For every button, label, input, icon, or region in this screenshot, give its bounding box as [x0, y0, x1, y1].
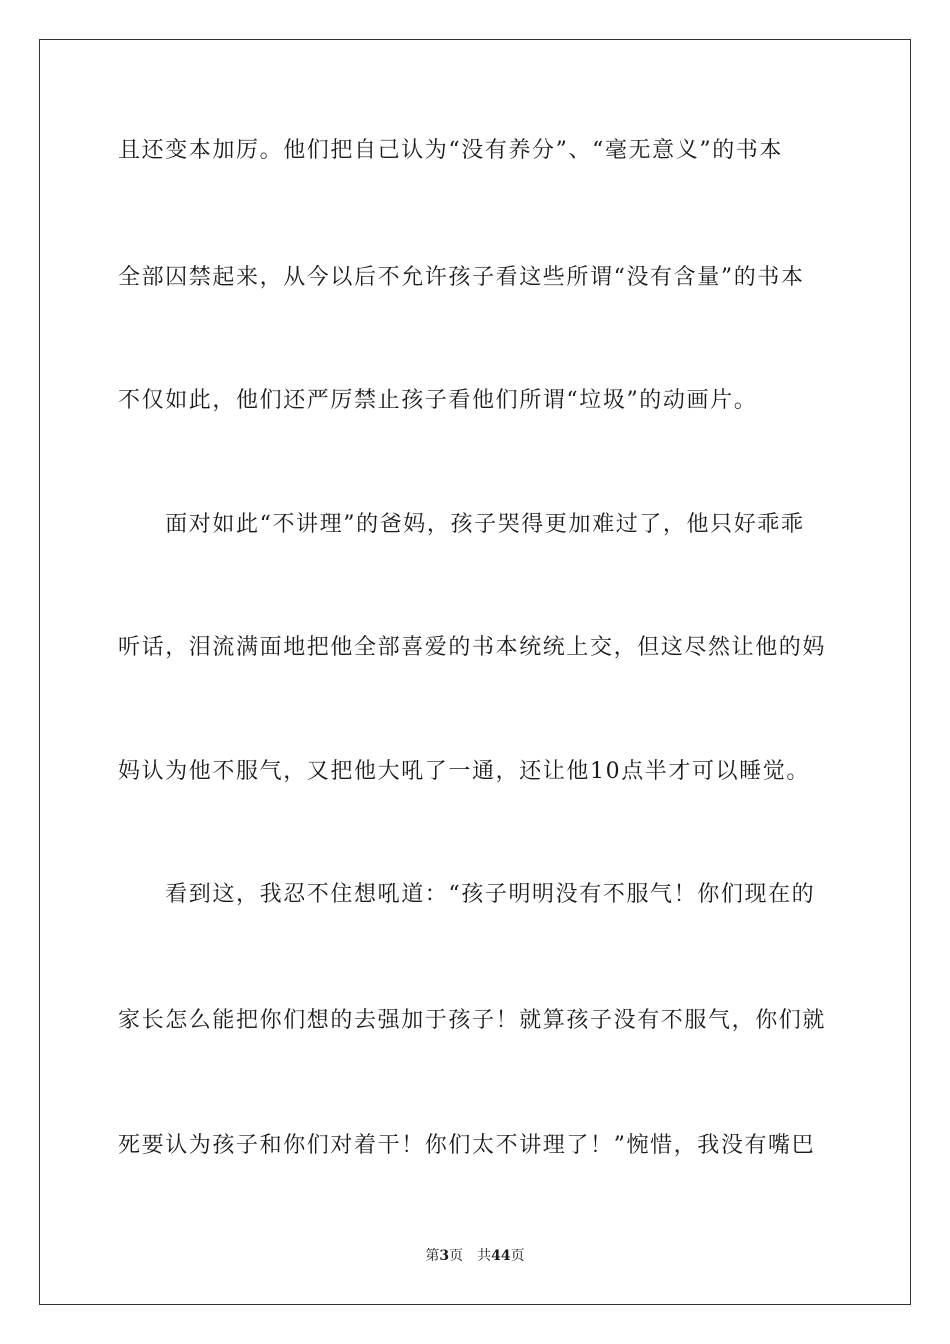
page-footer: [0, 1246, 950, 1266]
body-line-3: 不仅如此，他们还严厉禁止孩子看他们所谓“垃圾”的动画片。: [118, 388, 758, 413]
body-line-7: 看到这，我忍不住想吼道：“孩子明明没有不服气！你们现在的: [118, 882, 816, 907]
body-line-8: 家长怎么能把你们想的去强加于孩子！就算孩子没有不服气，你们就: [118, 1008, 827, 1033]
page-number-current: 3: [439, 1248, 450, 1264]
body-line-5: 听话，泪流满面地把他全部喜爱的书本统统上交，但这尽然让他的妈: [118, 635, 827, 660]
body-line-2: 全部囚禁起来，从今以后不允许孩子看这些所谓“没有含量”的书本: [118, 265, 805, 290]
page-number-prefix: 第: [425, 1248, 440, 1264]
page-total-suffix: 页: [510, 1248, 525, 1264]
body-line-6: 妈认为他不服气，又把他大吼了一通，还让他10点半才可以睡觉。: [118, 759, 810, 784]
page-border: [39, 39, 911, 1305]
body-line-4: 面对如此“不讲理”的爸妈，孩子哭得更加难过了，他只好乖乖: [118, 512, 805, 537]
page-number-suffix: 页: [449, 1248, 464, 1264]
body-line-9: 死要认为孩子和你们对着干！你们太不讲理了！”惋惜，我没有嘴巴: [118, 1133, 816, 1158]
page-total-prefix: 共: [477, 1248, 492, 1264]
page-number-total: 44: [491, 1248, 511, 1264]
body-line-1: 且还变本加厉。他们把自己认为“没有养分”、“毫无意义”的书本: [118, 138, 783, 163]
